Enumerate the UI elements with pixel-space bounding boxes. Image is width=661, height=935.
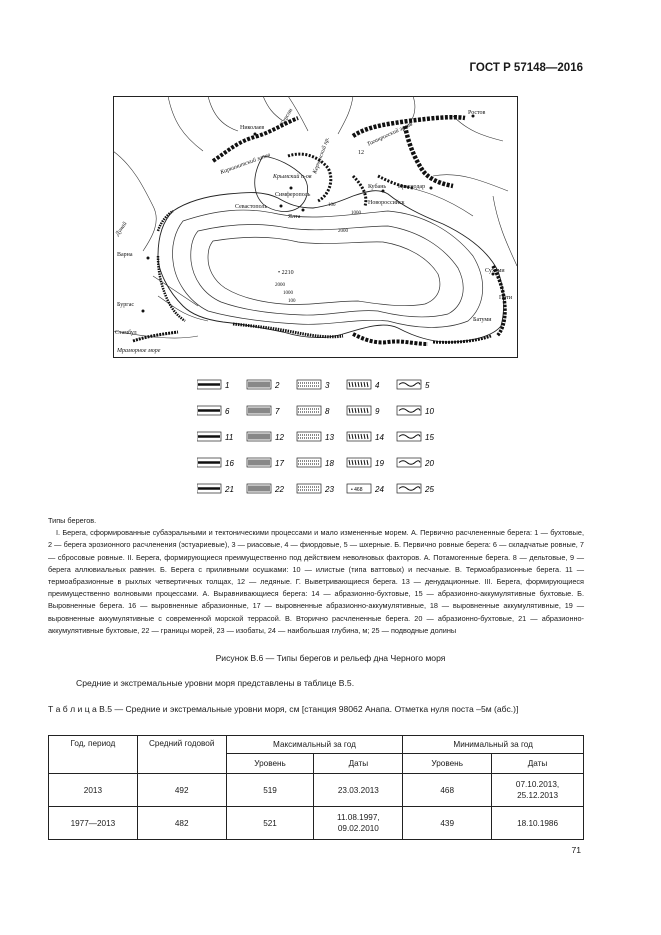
figure-legend-text: [48, 515, 584, 637]
page-number: 71: [571, 845, 581, 855]
legend-pattern: [249, 486, 269, 492]
legend-pattern: [349, 460, 368, 465]
legend-swatch: [397, 406, 421, 415]
map-label-sukhumi: Сухуми: [485, 268, 505, 274]
header-mean: Средний годовой: [137, 736, 226, 774]
legend-swatch: [297, 406, 321, 415]
header-period: Год, период: [49, 736, 138, 774]
cell-min-level: 439: [403, 807, 492, 840]
legend-pattern: [249, 460, 269, 466]
cell-period: 2013: [49, 774, 138, 807]
legend-pattern: [399, 383, 420, 387]
legend-pattern: [399, 409, 420, 413]
legend-number: 17: [275, 459, 284, 468]
legend-item-16: [197, 458, 234, 468]
legend-number: 13: [325, 433, 334, 442]
legend-number: 25: [425, 485, 434, 494]
cell-max-level: 521: [226, 807, 314, 840]
legend-swatch: [297, 380, 321, 389]
legend-number: 23: [325, 485, 334, 494]
legend-item-24: [347, 484, 384, 494]
legend-pattern: [249, 408, 269, 414]
map-label-kerch-strait: Керченский пр.: [312, 136, 332, 175]
legend-item-5: [397, 380, 430, 390]
legend-pattern: [298, 461, 320, 464]
legend-item-7: [247, 406, 280, 416]
map-label-num-12: 12: [358, 150, 364, 156]
map-label-max-depth: • 2210: [278, 270, 294, 276]
legend-swatch: [397, 380, 421, 389]
subheader-min-dates: Даты: [492, 754, 584, 774]
legend-item-12: [247, 432, 284, 442]
map-label-simferopol: Симферополь: [275, 192, 311, 198]
cell-max-dates: 23.03.2013: [314, 774, 403, 807]
legend-item-6: [197, 406, 230, 416]
map-label-iso-2000: 2000: [338, 229, 348, 234]
legend-pattern: [399, 461, 420, 465]
map-label-sevastopol: Севастополь: [235, 204, 268, 210]
map-label-taganrog-bay: Таганрогский залив: [366, 121, 414, 148]
map-label-yalta: Ялта: [288, 214, 301, 220]
legend-title: Типы берегов.: [48, 516, 97, 525]
legend-item-11: [197, 432, 233, 442]
table-row: [49, 774, 584, 807]
subheader-max-level: Уровень: [226, 754, 314, 774]
legend-pattern: [298, 409, 320, 412]
legend-item-9: [347, 406, 380, 416]
legend-item-21: [197, 484, 234, 494]
legend-swatch: [397, 458, 421, 467]
coast-type-legend: [197, 376, 447, 498]
map-label-poti: Поти: [499, 295, 513, 301]
cell-mean: 482: [137, 807, 226, 840]
document-code: ГОСТ Р 57148—2016: [469, 62, 583, 74]
figure-caption: Рисунок В.6 — Типы берегов и рельеф дна Черного моря: [215, 653, 446, 663]
cell-max-dates: 11.08.1997, 09.02.2010: [314, 807, 403, 840]
legend-pattern: [298, 383, 320, 386]
legend-number: 22: [275, 485, 284, 494]
legend-swatch: [297, 458, 321, 467]
map-label-kherson: Херсон: [279, 107, 295, 127]
cell-max-level: 519: [226, 774, 314, 807]
legend-item-17: [247, 458, 284, 468]
legend-item-25: [397, 484, 434, 494]
map-label-varna: Варна: [117, 252, 133, 258]
table-row: [49, 807, 584, 840]
legend-item-14: [347, 432, 384, 442]
legend-body: I. Берега, сформированные субаэральными и тектоническими процессами и мало измененные морем. А. Первично расчлененные берега: 1 — бухтовые, 2 — берега эрозионного расчленения (эстуариевые), 3 — риасовые, 4 — фиордовые, 5 — шхерные. Б. Первично ровные берега: 6 — складчатые ровные, 7 — сбросовые ровные. II. Берега, формирующиеся преимущественно под действием неволновых факторов. А. Потамогенные берега. 8 — дельтовые, 9 — берега аллювиальных равнин. Б. Берега с приливными осушками: 10 — илистые (типа ваттовых) и песчаные. В. Термоабразионные берега. 11 — термоабразионные в рыхлых четвертичных толщах, 12 — ледяные. Г. Выветривающиеся берега. 13 — денудационные. III. Берега, формирующиеся преимущественно волновыми процессами. А. Выравнивающиеся берега: 14 — абразионно-бухтовые, 15 — абразионно-аккумулятивные бухтовые. Б. Выровненные берега. 16 — выровненные абразионные, 17 — выровненные абразионно-аккумулятивные, 18 — выровненные аккумулятивные, 19 — выровненные аккумулятивные с современной морской террасой. В. Вторично расчлененные берега. 20 — абразионно-бухтовые, 21 — абразионно-аккумулятивные бухтовые, 22 — границы морей, 23 — изобаты, 24 — наибольшая глубина, м; 25 — подводные долины: [48, 528, 584, 635]
legend-number: 16: [225, 459, 234, 468]
legend-pattern: [249, 382, 269, 388]
cell-mean: 492: [137, 774, 226, 807]
legend-item-19: [347, 458, 384, 468]
legend-item-22: [247, 484, 284, 494]
map-label-nikolaev: Николаев: [240, 125, 265, 131]
map-label-danube: Дунай: [114, 221, 129, 238]
cell-min-level: 468: [403, 774, 492, 807]
cell-min-dates: 07.10.2013, 25.12.2013: [492, 774, 584, 807]
legend-number: 10: [425, 407, 434, 416]
header-max: Максимальный за год: [226, 736, 403, 754]
legend-number: 24: [375, 485, 384, 494]
legend-number: 11: [225, 433, 234, 442]
intro-paragraph: Средние и экстремальные уровни моря представлены в таблице В.5.: [76, 678, 355, 688]
legend-swatch: [297, 484, 321, 493]
legend-number: 19: [375, 459, 384, 468]
cell-period: 1977—2013: [49, 807, 138, 840]
map-label-burgas: Бургас: [117, 302, 135, 308]
legend-item-1: [197, 380, 229, 390]
legend-swatch: [397, 484, 421, 493]
subheader-max-dates: Даты: [314, 754, 403, 774]
legend-number: 8: [325, 407, 330, 416]
legend-number: 15: [425, 433, 434, 442]
legend-item-15: [397, 432, 434, 442]
map-label-rostov: Ростов: [468, 110, 486, 116]
legend-number: 2: [275, 381, 280, 390]
legend-number: 14: [375, 433, 384, 442]
legend-item-4: [347, 380, 380, 390]
map-label-batumi: Батуми: [473, 317, 492, 323]
legend-number: 9: [375, 407, 380, 416]
legend-number: 6: [225, 407, 230, 416]
map-label-iso-2000-south: 2000: [275, 283, 285, 288]
legend-pattern: [399, 487, 420, 491]
map-label-kuban: Кубань: [368, 184, 387, 190]
legend-number: 4: [375, 381, 380, 390]
map-label-iso-1000: 1000: [351, 211, 361, 216]
legend-item-3: [297, 380, 330, 390]
legend-item-2: [247, 380, 280, 390]
legend-sample-depth: • 468: [351, 487, 363, 493]
subheader-min-level: Уровень: [403, 754, 492, 774]
table-title: Т а б л и ц а В.5 — Средние и экстремальные уровни моря, см [станция 98062 Анапа. Отметка нуля поста –5м (абс.)]: [48, 704, 519, 714]
legend-item-20: [397, 458, 434, 468]
legend-item-13: [297, 432, 334, 442]
legend-swatch: [397, 432, 421, 441]
legend-pattern: [298, 435, 320, 438]
map-label-iso-1000-south: 1000: [283, 291, 293, 296]
legend-swatch: [297, 432, 321, 441]
legend-number: 20: [425, 459, 434, 468]
header-min: Минимальный за год: [403, 736, 584, 754]
legend-pattern: [349, 408, 368, 413]
legend-item-23: [297, 484, 334, 494]
map-label-iso-100: 100: [328, 203, 336, 208]
legend-number: 12: [275, 433, 284, 442]
legend-number: 21: [225, 485, 234, 494]
black-sea-coast-map: [113, 96, 518, 358]
legend-item-18: [297, 458, 334, 468]
map-label-istanbul: Стамбул: [115, 330, 137, 336]
map-label-novorossiysk: Новороссийск: [368, 200, 405, 206]
map-label-karkinit-bay: Каркинитский залив: [219, 152, 272, 176]
map-label-iso-100-south: 100: [288, 299, 296, 304]
legend-item-8: [297, 406, 330, 416]
map-label-crimea: Крымский п-ов: [273, 174, 312, 180]
legend-number: 1: [225, 381, 230, 390]
map-label-marmara: Мраморное море: [117, 348, 161, 354]
legend-pattern: [349, 382, 368, 387]
legend-pattern: [399, 435, 420, 439]
legend-item-10: [397, 406, 434, 416]
legend-number: 18: [325, 459, 334, 468]
legend-pattern: [349, 434, 368, 439]
legend-number: 5: [425, 381, 430, 390]
legend-number: 7: [275, 407, 280, 416]
legend-pattern: [298, 487, 320, 490]
cell-min-dates: 18.10.1986: [492, 807, 584, 840]
legend-number: 3: [325, 381, 330, 390]
sea-levels-table: [48, 735, 584, 840]
legend-pattern: [249, 434, 269, 440]
map-label-krasnodar: Краснодар: [398, 184, 426, 190]
